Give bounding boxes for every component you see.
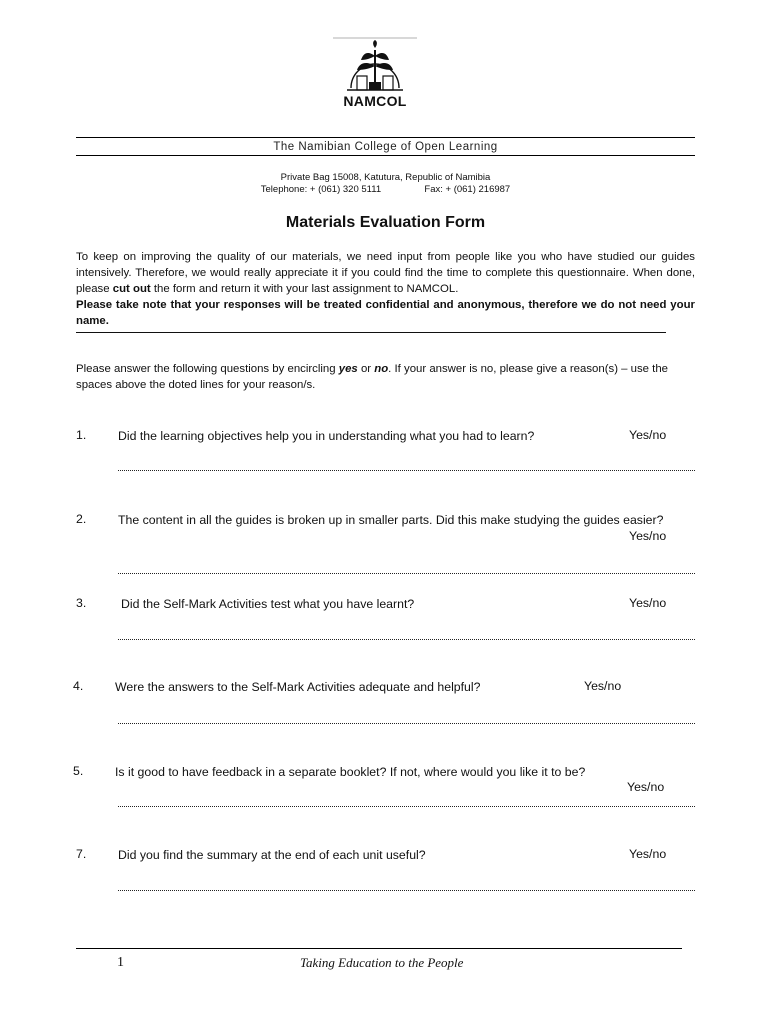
- yes-no-answer[interactable]: Yes/no: [629, 428, 667, 442]
- question-number: 2.: [76, 512, 87, 526]
- question-number: 7.: [76, 847, 87, 861]
- separator-line: [76, 332, 666, 333]
- form-title: Materials Evaluation Form: [285, 214, 486, 231]
- question-number: 3.: [76, 596, 87, 610]
- footer-rule: [76, 948, 682, 949]
- question-text: Did you find the summary at the end of each unit useful?: [118, 848, 426, 862]
- header-top-rule: [76, 137, 695, 138]
- yes-no-answer[interactable]: Yes/no: [629, 529, 667, 543]
- confidential-note: Please take note that your responses will be treated confidential and anonymous, therefore we do not need your name.: [76, 299, 695, 327]
- question-text: Did the learning objectives help you in understanding what you had to learn?: [118, 429, 535, 443]
- address-line: Private Bag 15008, Katutura, Republic of Namibia: [280, 172, 491, 183]
- intro-paragraph: [76, 249, 695, 329]
- logo-wordmark: NAMCOL: [343, 93, 407, 109]
- instructions-text: Please answer the following questions by encircling: [76, 363, 339, 375]
- instructions-text-2: . If your answer is no, please give a reason(s) – use the spaces above the doted lines for your reason/s.: [76, 363, 669, 391]
- college-name: The Namibian College of Open Learning: [273, 141, 498, 153]
- yes-no-answer[interactable]: Yes/no: [627, 780, 665, 794]
- answer-line[interactable]: [118, 639, 695, 640]
- telephone: Telephone: + (061) 320 5111: [260, 184, 382, 195]
- intro-text: To keep on improving the quality of our materials, we need input from people like you who have studied our guides intensively. Therefore, we would really appreciate it if you could find the time to complete this questionnaire. When done, please: [76, 251, 695, 295]
- answer-line[interactable]: [118, 470, 695, 471]
- answer-line[interactable]: [118, 723, 695, 724]
- intro-cut-out: cut out: [112, 283, 151, 295]
- question-text: [118, 512, 664, 529]
- question-text: Did the Self-Mark Activities test what you have learnt?: [121, 597, 415, 611]
- contact-line: [76, 184, 695, 195]
- yes-no-answer[interactable]: Yes/no: [629, 847, 667, 861]
- intro-text-2: the form and return it with your last assignment to NAMCOL.: [150, 283, 459, 295]
- question-number: 4.: [73, 679, 84, 693]
- header-bottom-rule: [76, 155, 695, 156]
- question-number: 1.: [76, 428, 87, 442]
- instructions-or: or: [357, 363, 375, 375]
- namcol-logo: [333, 36, 417, 110]
- question-text: Were the answers to the Self-Mark Activities adequate and helpful?: [115, 680, 481, 694]
- answer-line[interactable]: [118, 806, 695, 807]
- yes-no-answer[interactable]: Yes/no: [584, 679, 622, 693]
- college-motto: Taking Education to the People: [300, 955, 464, 970]
- question-text: Is it good to have feedback in a separate booklet? If not, where would you like it to be?: [115, 765, 586, 779]
- instructions-no: no: [374, 363, 389, 375]
- instructions: [76, 361, 701, 393]
- fax: Fax: + (061) 216987: [424, 184, 511, 195]
- answer-line[interactable]: [118, 890, 695, 891]
- yes-no-answer[interactable]: Yes/no: [629, 596, 667, 610]
- question-2-text: The content in all the guides is broken up in smaller parts. Did this make studying the guides easier?: [118, 513, 664, 527]
- page-number: 1: [117, 955, 124, 970]
- question-number: 5.: [73, 764, 84, 778]
- answer-line[interactable]: [118, 573, 695, 574]
- instructions-yes: yes: [338, 363, 358, 375]
